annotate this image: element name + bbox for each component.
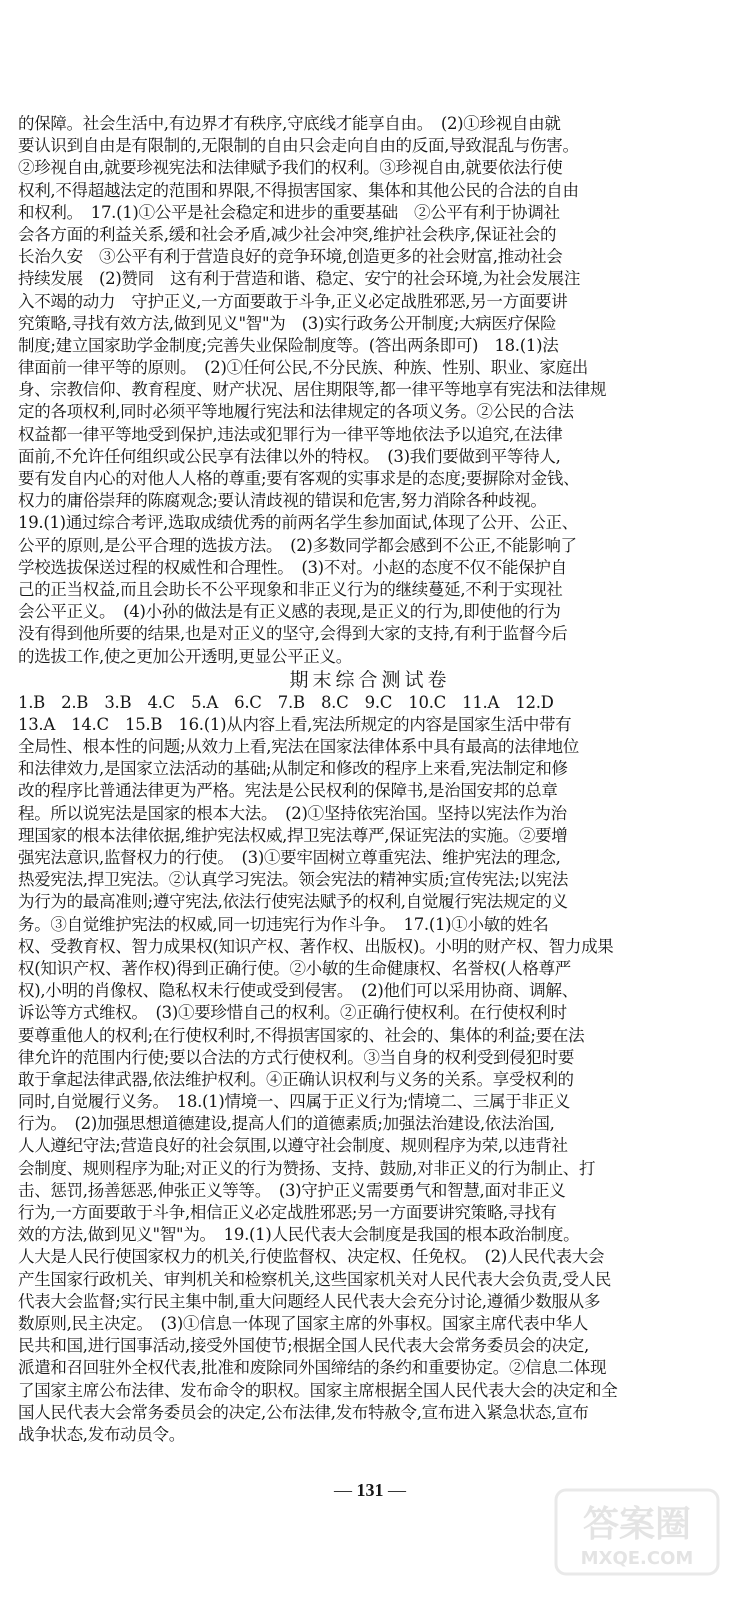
text-line: 面前,不允许任何组织或公民享有法律以外的特权。 (3)我们要做到平等待人,: [18, 446, 561, 466]
text-line: 同时,自觉履行义务。 18.(1)情境一、四属于正义行为;情境二、三属于非正义: [18, 1092, 570, 1112]
text-line: 持续发展 (2)赞同 这有利于营造和谐、稳定、安宁的社会环境,为社会发展注: [18, 269, 581, 289]
text-line: 程。所以说宪法是国家的根本大法。 (2)①坚持依宪治国。坚持以宪法作为治: [18, 803, 567, 823]
text-line: 会制度、规则程序为耻;对正义的行为赞扬、支持、鼓励,对非正义的行为制止、打: [18, 1158, 596, 1178]
text-line: 究策略,寻找有效方法,做到见义"智"为 (3)实行政务公开制度;大病医疗保险: [18, 313, 557, 333]
text-line: 制度;建立国家助学金制度;完善失业保险制度等。(答出两条即可) 18.(1)法: [18, 335, 559, 355]
text-line: 的选拔工作,使之更加公开透明,更显公平正义。: [18, 646, 352, 666]
answer-text-block-2: [18, 692, 722, 1446]
text-line: 入不竭的动力 守护正义,一方面要敢于斗争,正义必定战胜邪恶,另一方面要讲: [18, 291, 568, 311]
text-line: 代表大会监督;实行民主集中制,重大问题经人民代表大会充分讨论,遵循少数服从多: [18, 1291, 601, 1311]
text-line: ②珍视自由,就要珍视宪法和法律赋予我们的权利。③珍视自由,就要依法行使: [18, 158, 563, 178]
text-line: 派遣和召回驻外全权代表,批准和废除同外国缔结的条约和重要协定。②信息二体现: [18, 1358, 607, 1378]
text-line: 权力的庸俗崇拜的陈腐观念;要认清歧视的错误和危害,努力消除各种歧视。: [18, 491, 547, 511]
text-line: 权(知识产权、著作权)得到正确行使。②小敏的生命健康权、名誉权(人格尊严: [18, 958, 572, 978]
text-line: 强宪法意识,监督权力的行使。 (3)①要牢固树立尊重宪法、维护宪法的理念,: [18, 848, 561, 867]
text-line: 19.(1)通过综合考评,选取成绩优秀的前两名学生参加面试,体现了公开、公正、: [18, 513, 578, 533]
text-line: 战争状态,发布动员令。: [18, 1424, 185, 1444]
text-line: 律面前一律平等的原则。 (2)①任何公民,不分民族、种族、性别、职业、家庭出: [18, 358, 588, 378]
text-line: 要有发自内心的对他人人格的尊重;要有客观的实事求是的态度;要摒除对金钱、: [18, 469, 580, 488]
text-line: 和法律效力,是国家立法活动的基础;从制定和修改的程序上来看,宪法制定和修: [18, 759, 568, 779]
text-line: 1.B 2.B 3.B 4.C 5.A 6.C 7.B 8.C 9.C 10.C 11.A 12.D: [18, 692, 554, 712]
text-line: 了国家主席公布法律、发布命令的职权。国家主席根据全国人民代表大会的决定和全: [18, 1380, 618, 1400]
text-line: 己的正当权益,而且会助长不公平现象和非正义行为的继续蔓延,不利于实现社: [18, 579, 563, 599]
text-line: 产生国家行政机关、审判机关和检察机关,这些国家机关对人民代表大会负责,受人民: [18, 1269, 612, 1289]
watermark-text-bottom: MXQE.COM: [580, 1548, 694, 1569]
footer-dash-right: —: [388, 1480, 406, 1500]
footer-dash-left: —: [334, 1480, 352, 1500]
text-line: 要尊重他人的权利;在行使权利时,不得损害国家的、社会的、集体的利益;要在法: [18, 1025, 585, 1045]
text-line: 长治久安 ③公平有利于营造良好的竞争环境,创造更多的社会财富,推动社会: [18, 247, 563, 267]
text-line: 权益都一律平等地受到保护,违法或犯罪行为一律平等地依法予以追究,在法律: [18, 424, 563, 444]
text-line: 诉讼等方式维权。 (3)①要珍惜自己的权利。②正确行使权利。在行使权利时: [18, 1003, 567, 1023]
text-line: 身、宗教信仰、教育程度、财产状况、居住期限等,都一律平等地享有宪法和法律规: [18, 380, 607, 400]
text-line: 全局性、根本性的问题;从效力上看,宪法在国家法律体系中具有最高的法律地位: [18, 737, 580, 757]
text-line: 理国家的根本法律依据,维护宪法权威,捍卫宪法尊严,保证宪法的实施。②要增: [18, 825, 568, 845]
watermark-text-top: 答案圈: [582, 1504, 692, 1545]
page-number: 131: [356, 1480, 384, 1500]
text-line: 会公平正义。 (4)小孙的做法是有正义感的表现,是正义的行为,即使他的行为: [18, 602, 561, 622]
text-line: 权),小明的肖像权、隐私权未行使或受到侵害。 (2)他们可以采用协商、调解、: [18, 981, 578, 1001]
text-line: 热爱宪法,捍卫宪法。②认真学习宪法。领会宪法的精神实质;宣传宪法;以宪法: [18, 870, 569, 890]
text-line: 13.A 14.C 15.B 16.(1)从内容上看,宪法所规定的内容是国家生活中带有: [18, 714, 572, 734]
text-line: 要认识到自由是有限制的,无限制的自由只会走向自由的反面,导致混乱与伤害。: [18, 136, 579, 156]
text-line: 人人遵纪守法;营造良好的社会氛围,以遵守社会制度、规则程序为荣,以违背社: [18, 1136, 568, 1156]
text-line: 和权利。 17.(1)①公平是社会稳定和进步的重要基础 ②公平有利于协调社: [18, 202, 560, 222]
text-line: 没有得到他所要的结果,也是对正义的坚守,会得到大家的支持,有利于监督今后: [18, 624, 568, 644]
text-line: 行为,一方面要敢于斗争,相信正义必定战胜邪恶;另一方面要讲究策略,寻找有: [18, 1203, 557, 1222]
text-line: 律允许的范围内行使;要以合法的方式行使权利。③当自身的权利受到侵犯时要: [18, 1047, 575, 1067]
text-line: 权、受教育权、智力成果权(知识产权、著作权、出版权)。小明的财产权、智力成果: [18, 936, 614, 956]
text-line: 数原则,民主决定。 (3)①信息一体现了国家主席的外事权。国家主席代表中华人: [18, 1313, 588, 1333]
text-line: 会各方面的利益关系,缓和社会矛盾,减少社会冲突,维护社会秩序,保证社会的: [18, 224, 557, 244]
text-line: 改的程序比普通法律更为严格。宪法是公民权利的保障书,是治国安邦的总章: [18, 781, 558, 801]
answer-page: [18, 113, 722, 1446]
text-line: 权利,不得超越法定的范围和界限,不得损害国家、集体和其他公民的合法的自由: [18, 180, 579, 200]
text-line: 行为。 (2)加强思想道德建设,提高人们的道德素质;加强法治建设,依法治国,: [18, 1114, 555, 1134]
text-line: 务。③自觉维护宪法的权威,同一切违宪行为作斗争。 17.(1)①小敏的姓名: [18, 914, 549, 934]
text-line: 定的各项权利,同时必须平等地履行宪法和法律规定的各项义务。②公民的合法: [18, 402, 574, 422]
section-title: 期末综合测试卷: [289, 668, 451, 691]
watermark-logo-icon: [552, 1486, 722, 1578]
text-line: 人大是人民行使国家权力的机关,行使监督权、决定权、任免权。 (2)人民代表大会: [18, 1247, 605, 1267]
text-line: 为行为的最高准则;遵守宪法,依法行使宪法赋予的权利,自觉履行宪法规定的义: [18, 892, 568, 912]
text-line: 国人民代表大会常务委员会的决定,公布法律,发布特赦令,宣布进入紧急状态,宣布: [18, 1402, 589, 1422]
answer-text-block-1: [18, 113, 722, 668]
text-line: 民共和国,进行国事活动,接受外国使节;根据全国人民代表大会常务委员会的决定,: [18, 1336, 589, 1356]
text-line: 效的方法,做到见义"智"为。 19.(1)人民代表大会制度是我国的根本政治制度。: [18, 1225, 580, 1245]
text-line: 敢于拿起法律武器,依法维护权利。④正确认识权利与义务的关系。享受权利的: [18, 1069, 574, 1089]
text-line: 击、惩罚,扬善惩恶,伸张正义等等。 (3)守护正义需要勇气和智慧,面对非正义: [18, 1180, 566, 1200]
text-line: 的保障。社会生活中,有边界才有秩序,守底线才能享自由。 (2)①珍视自由就: [18, 114, 561, 133]
text-line: 学校选拔保送过程的权威性和合理性。 (3)不对。小赵的态度不仅不能保护自: [18, 557, 567, 577]
text-line: 公平的原则,是公平合理的选拔方法。 (2)多数同学都会感到不公正,不能影响了: [18, 535, 577, 555]
